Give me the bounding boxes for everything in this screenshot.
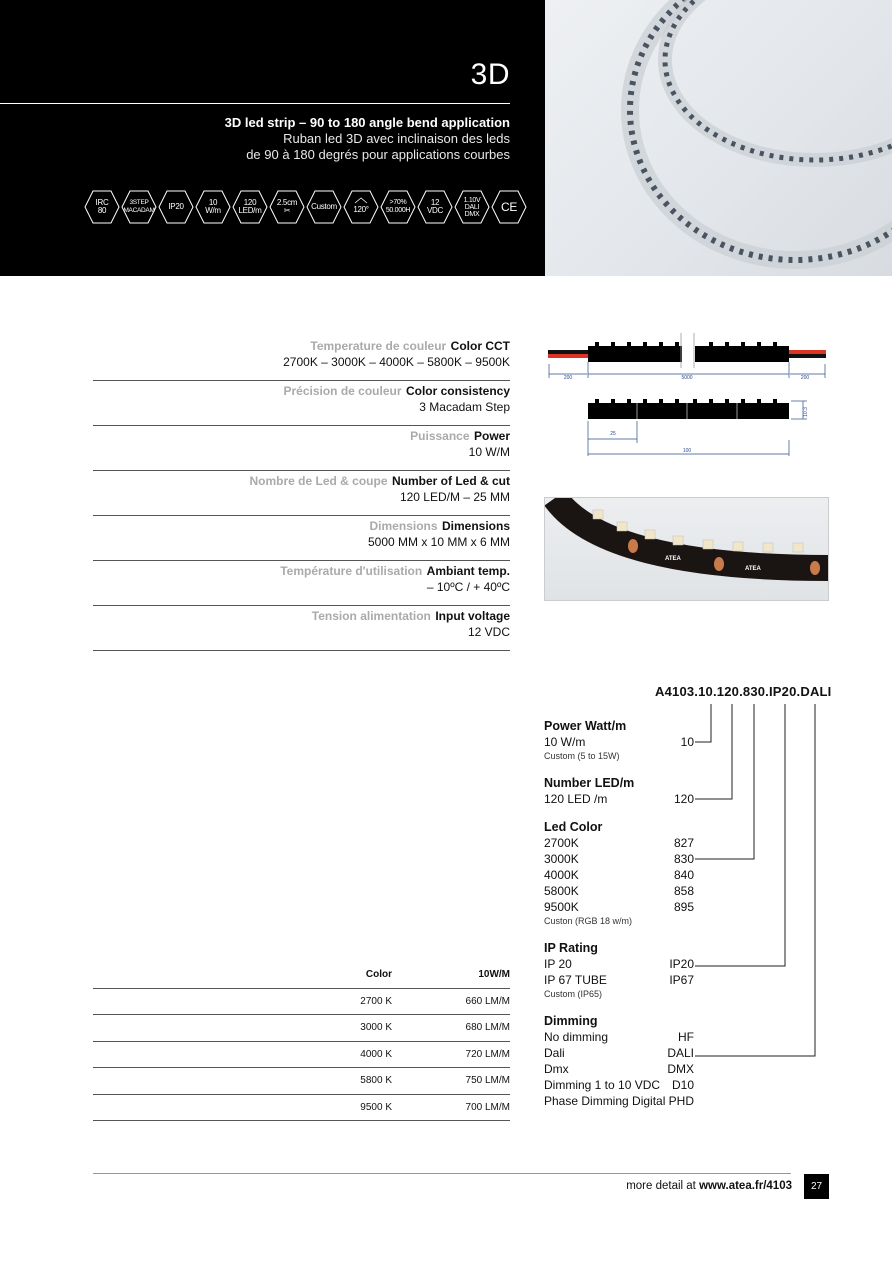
subtitle-fr-1: Ruban led 3D avec inclinaison des leds — [283, 131, 510, 146]
header-color: Color — [365, 969, 392, 981]
spec-dimensions — [93, 516, 510, 561]
option-title: Number LED/m — [544, 776, 635, 790]
option-label: No dimming — [544, 1030, 609, 1044]
badge-label: IRC 80 — [95, 198, 109, 215]
option-code: 10 — [680, 735, 694, 749]
connector-dimming — [695, 704, 815, 1056]
cell-color: 4000 K — [360, 1048, 392, 1060]
spec-label-fr: Puissance — [410, 429, 470, 443]
series-title: 3D — [470, 58, 510, 91]
option-label: 9500K — [544, 900, 579, 914]
ip-icon — [158, 190, 194, 224]
spec-label-fr: Temperature de couleur — [310, 339, 447, 353]
cell-color: 2700 K — [360, 995, 392, 1007]
scissors-icon — [269, 190, 305, 224]
option-title: Led Color — [544, 820, 603, 834]
option-label: 4000K — [544, 868, 579, 882]
badge-label: IP20 — [168, 202, 184, 211]
led-density-icon — [232, 190, 268, 224]
option-code: 895 — [673, 900, 694, 914]
product-code: A4103.10.120.830.IP20.DALI — [655, 684, 832, 699]
badge-label: 1.10V DALI DMX — [463, 196, 481, 218]
option-color — [544, 819, 694, 928]
cell-lumen: 700 LM/M — [465, 1101, 510, 1113]
option-label: 10 W/m — [544, 735, 586, 749]
badge-label: Custom — [311, 202, 337, 211]
option-row — [544, 972, 694, 988]
product-subtitle — [225, 115, 510, 163]
option-dimming — [544, 1013, 694, 1109]
cell-lumen: 660 LM/M — [465, 995, 510, 1007]
spec-label-fr: Dimensions — [369, 519, 438, 533]
cri-icon — [84, 190, 120, 224]
dim-lead-right: 200 — [800, 375, 810, 381]
spec-value: 3 Macadam Step — [419, 400, 510, 414]
option-label: 5800K — [544, 884, 579, 898]
badge-label: 2.5cm ✂ — [276, 198, 298, 215]
page-number: 27 — [804, 1174, 829, 1199]
option-note: Custom (5 to 15W) — [544, 751, 620, 761]
option-label: Dimming 1 to 10 VDC — [544, 1078, 661, 1092]
connector-leds — [695, 704, 732, 799]
footer-link[interactable]: www.atea.fr/4103 — [699, 1180, 792, 1192]
spec-label-en: Power — [473, 429, 510, 443]
option-row — [544, 851, 694, 867]
table-row — [93, 1095, 510, 1122]
table-row — [93, 1042, 510, 1069]
option-code: DMX — [667, 1062, 694, 1076]
option-code: D10 — [671, 1078, 694, 1092]
option-label: Dmx — [544, 1062, 569, 1076]
feature-badges — [84, 190, 527, 224]
badge-label: CE — [500, 200, 518, 214]
spec-led-count — [93, 471, 510, 516]
custom-icon — [306, 190, 342, 224]
option-code: 120 — [673, 792, 694, 806]
spec-list — [93, 336, 510, 651]
dim-segment: 100 — [682, 448, 692, 454]
spec-label-fr: Température d'utilisation — [280, 564, 423, 578]
header-power: 10W/M — [478, 969, 510, 981]
option-title: Dimming — [544, 1014, 598, 1028]
spec-color-consistency — [93, 381, 510, 426]
cell-color: 9500 K — [360, 1101, 392, 1113]
table-row — [93, 1015, 510, 1042]
spec-value: – 10ºC / + 40ºC — [426, 580, 510, 594]
macadam-icon — [121, 190, 157, 224]
option-title: IP Rating — [544, 941, 598, 955]
connector-power — [695, 704, 711, 742]
spec-label-en: Dimensions — [441, 519, 510, 533]
badge-label: 120 LED/m — [238, 198, 262, 215]
connector-color — [695, 704, 754, 859]
code-options — [544, 718, 694, 1121]
option-power — [544, 718, 694, 763]
option-code: DALI — [667, 1046, 694, 1060]
option-label: IP 67 TUBE — [544, 973, 607, 987]
option-label: IP 20 — [544, 957, 572, 971]
dim-cut: 25 — [610, 431, 616, 437]
option-row — [544, 867, 694, 883]
spec-value: 120 LED/M – 25 MM — [399, 490, 510, 504]
strip-closeup-photo — [544, 497, 829, 601]
spec-label-en: Number of Led & cut — [391, 474, 510, 488]
spec-label-en: Color CCT — [450, 339, 510, 353]
option-row — [544, 835, 694, 851]
cell-color: 5800 K — [360, 1075, 392, 1087]
spec-label-en: Input voltage — [435, 609, 510, 623]
badge-label: 3STEP MACADAM — [123, 199, 155, 214]
option-note: Custon (RGB 18 w/m) — [544, 916, 633, 926]
option-row — [544, 956, 694, 972]
ce-mark-icon — [491, 190, 527, 224]
option-code: 827 — [673, 836, 694, 850]
spec-value: 12 VDC — [467, 625, 510, 639]
option-label: 3000K — [544, 852, 579, 866]
option-leds — [544, 775, 694, 807]
option-row — [544, 791, 694, 807]
spec-color-cct — [93, 336, 510, 381]
beam-angle-icon — [343, 190, 379, 224]
svg-text:ATEA: ATEA — [745, 566, 761, 572]
header-panel — [0, 0, 545, 276]
power-icon — [195, 190, 231, 224]
option-row — [544, 1029, 694, 1045]
option-row — [544, 1077, 694, 1093]
spec-label-fr: Précision de couleur — [283, 384, 402, 398]
badge-label: 120° — [353, 205, 369, 214]
voltage-icon — [417, 190, 453, 224]
spec-input-voltage — [93, 606, 510, 651]
option-label: Dali — [544, 1046, 565, 1060]
cell-lumen: 750 LM/M — [465, 1075, 510, 1087]
spec-label-fr: Nombre de Led & coupe — [249, 474, 388, 488]
option-label: 2700K — [544, 836, 579, 850]
connector-ip — [695, 704, 785, 966]
spec-value: 5000 MM x 10 MM x 6 MM — [367, 535, 510, 549]
badge-label: 10 W/m — [205, 198, 221, 215]
spec-power — [93, 426, 510, 471]
option-row — [544, 734, 694, 750]
footer-more-detail — [626, 1180, 792, 1192]
option-row — [544, 1061, 694, 1077]
option-code: IP20 — [669, 957, 694, 971]
dimming-icon — [454, 190, 490, 224]
option-label: Phase Dimming Digital — [544, 1094, 666, 1108]
option-title: Power Watt/m — [544, 719, 627, 733]
option-code: PHD — [668, 1094, 694, 1108]
option-code: 840 — [673, 868, 694, 882]
lumen-table — [93, 962, 510, 1121]
product-photo-rings — [545, 0, 892, 276]
option-row — [544, 899, 694, 915]
cell-lumen: 680 LM/M — [465, 1022, 510, 1034]
badge-label: >70% 50.000H — [385, 199, 411, 214]
spec-value: 2700K – 3000K – 4000K – 5800K – 9500K — [283, 355, 510, 369]
footer-divider — [93, 1173, 791, 1174]
svg-text:ATEA: ATEA — [665, 556, 681, 562]
spec-value: 10 W/M — [468, 445, 510, 459]
dimension-diagram — [545, 328, 835, 463]
option-label: 120 LED /m — [544, 792, 608, 806]
table-row — [93, 1068, 510, 1095]
option-code: 830 — [673, 852, 694, 866]
option-code: IP67 — [669, 973, 694, 987]
dim-height: 10.3 — [803, 407, 809, 417]
footer-prefix: more detail at — [626, 1180, 696, 1192]
dim-length: 5000 — [681, 375, 693, 381]
option-row — [544, 1045, 694, 1061]
option-ip — [544, 940, 694, 1001]
option-note: Custom (IP65) — [544, 989, 603, 999]
subtitle-en: 3D led strip – 90 to 180 angle bend application — [224, 115, 510, 130]
table-row — [93, 989, 510, 1016]
spec-label-en: Color consistency — [405, 384, 510, 398]
table-header — [93, 962, 510, 989]
spec-ambient-temp — [93, 561, 510, 606]
spec-label-en: Ambiant temp. — [426, 564, 510, 578]
option-code: HF — [678, 1030, 694, 1044]
cell-lumen: 720 LM/M — [465, 1048, 510, 1060]
spec-label-fr: Tension alimentation — [311, 609, 431, 623]
dim-lead-left: 200 — [563, 375, 573, 381]
option-row — [544, 883, 694, 899]
subtitle-fr-2: de 90 à 180 degrés pour applications courbes — [246, 147, 510, 162]
lifetime-icon — [380, 190, 416, 224]
cell-color: 3000 K — [360, 1022, 392, 1034]
option-code: 858 — [673, 884, 694, 898]
option-row — [544, 1093, 694, 1109]
header-divider — [0, 103, 510, 104]
badge-label: 12 VDC — [427, 198, 443, 215]
